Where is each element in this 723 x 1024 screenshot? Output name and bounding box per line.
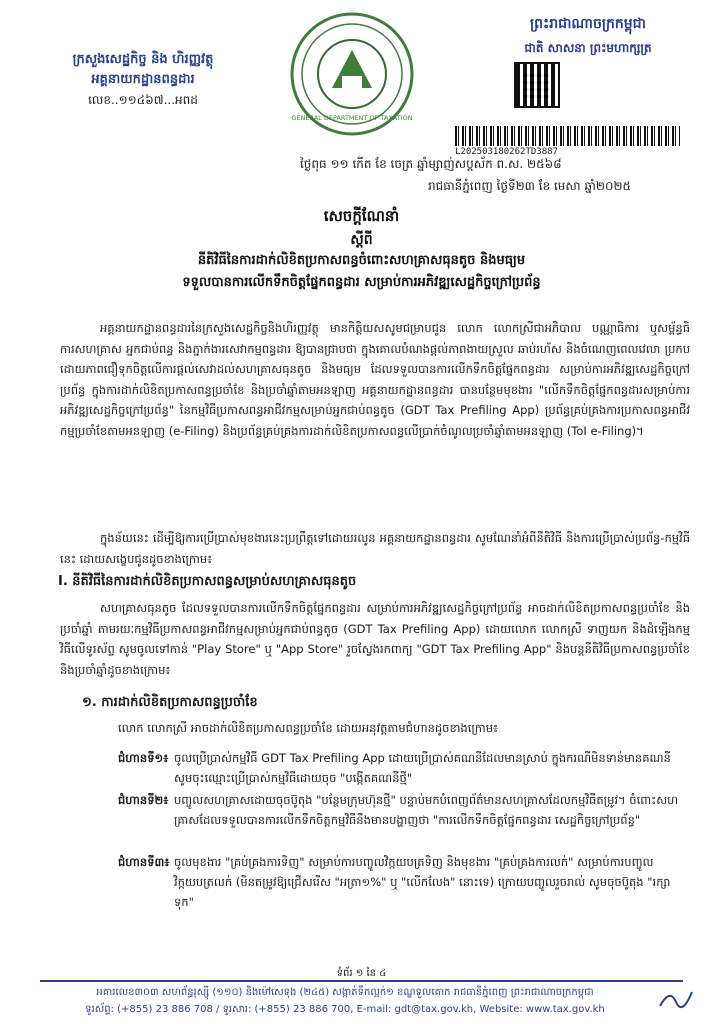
qr-code [516,64,558,106]
barcode [455,126,680,146]
footer-contact: ទូរស័ព្ទ: (+855) 23 886 708 / ទូរសារ: (+855) 23 886 700, E-mail: gdt@tax.gov.kh, Website: www.tax.gov.kh [85,1004,605,1015]
section-1-heading: I. នីតិវិធីនៃការដាក់លិខិតប្រកាសពន្ធសម្រាប់សហគ្រាសធុនតូច [58,574,357,589]
step-text: ចូលប្រើប្រាស់កម្មវិធី GDT Tax Prefiling App ដោយប្រើប្រាស់គណនីដែលមានស្រាប់ ក្នុងករណីមិនទាន់មានគណនី សូមចុះឈ្មោះប្រើប្រាស់កម្មវិធីដោយចុច "បង្កើតគណនីថ្មី" [174,751,671,785]
step-label: ជំហានទី១៖ [118,751,169,765]
gdt-seal-logo [288,10,416,138]
barcode-number: L202503180262TD3887 [455,147,558,157]
step-text: បញ្ចូលសហគ្រាសដោយចុចប៊ូតុង "បន្ថែមក្រុមហ៊ុនថ្មី" បន្ទាប់មកបំពេញព័ត៌មានសហគ្រាសដែលកម្មវិធីតម្រូវ។ ចំពោះសហគ្រាសដែលទទួលបានការលើកទឹកចិត្តកម្មវិធីនឹងមានបង្ហាញថា "ការលើកទឹកចិត្តផ្នែកពន្ធដារ សេដ្ឋកិច្ចក្រៅប្រព័ន្ធ" [174,793,679,827]
ministry-name: ក្រសួងសេដ្ឋកិច្ច និង ហិរញ្ញវត្ថុ [72,52,214,67]
document-date: រាជធានីភ្នំពេញ ថ្ងៃទី២៣ ខែ មេសា ឆ្នាំ២០២៥ [428,179,632,193]
subsection-1-heading: ១. ការដាក់លិខិតប្រកាសពន្ធប្រចាំខែ [82,695,258,710]
doc-title: សេចក្តីណែនាំ [323,207,400,225]
step-label: ជំហានទី២៖ [118,793,169,807]
doc-title-about: ស្តីពី [350,232,373,248]
national-motto: ជាតិ សាសនា ព្រះមហាក្សត្រ [524,41,652,55]
doc-subject-line-2: ទទួលបានការលើកទឹកចិត្តផ្នែកពន្ធដារ សម្រាប់ការអភិវឌ្ឍសេដ្ឋកិច្ចក្រៅប្រព័ន្ធ [182,275,541,290]
kingdom-header [473,12,703,60]
step-1 [118,748,690,788]
kingdom-name: ព្រះរាជាណាចក្រកម្ពុជា [529,16,646,32]
lunar-date: ថ្ងៃ​ពុធ ១១ កើត ខែ ចេត្រ ឆ្នាំម្សាញ់​សប្តស័ក ព.ស. ២៥៦៨ [300,157,562,171]
footer [40,984,650,1018]
intro-paragraph: អគ្គនាយកដ្ឋានពន្ធដារនៃក្រសួងសេដ្ឋកិច្ចនិងហិរញ្ញវត្ថុ មានកិត្តិយសសូមជម្រាបជូន លោក លោកស្រីជាអភិបាល បណ្ណាធិការ ឬសម្ព័ន្ធធិការសហគ្រាស អ្នកជាប់ពន្ធ និងភ្នាក់ងារសេវាកម្មពន្ធដារ ឱ្យបានជ្រាបថា ក្នុងគោលបំណងផ្តល់ភាពងាយស្រួល ឆាប់រហ័ស និងចំណេញពេលវេលា ប្រកបដោយភាពជឿទុកចិត្តលើការផ្តល់សេវាដល់សហគ្រាសធុនតូច និងមធ្យម ដែលទទួលបានការលើកទឹកចិត្តផ្នែកពន្ធដារ សម្រាប់ការអភិវឌ្ឍសេដ្ឋកិច្ចក្រៅប្រព័ន្ធ ក្នុងការដាក់លិខិតប្រកាសពន្ធប្រចាំខែ និងប្រចាំឆ្នាំតាមអនឡាញ អគ្គនាយកដ្ឋានពន្ធដារ បានបន្ថែមមុខងារ "លើកទឹកចិត្តផ្នែកពន្ធដារសម្រាប់ការអភិវឌ្ឍសេដ្ឋកិច្ចក្រៅប្រព័ន្ធ" នៃកម្មវិធីប្រកាសពន្ធអាជីវកម្មសម្រាប់អ្នកជាប់ពន្ធតូច (GDT Tax Prefiling App) ប្រព័ន្ធគ្រប់គ្រងការប្រកាសពន្ធអាជីវកម្មប្រចាំខែតាមអនឡាញ (e-Filing) និងប្រព័ន្ធគ្រប់គ្រងការដាក់លិខិតប្រកាសពន្ធលើប្រាក់ចំណូលប្រចាំឆ្នាំតាមអនឡាញ (ToI e-Filing)។ [60,321,690,438]
step-2 [118,790,690,830]
step-text: ចូលមុខងារ "គ្រប់គ្រងការទិញ" សម្រាប់ការបញ្ចូលវិក្កយបត្រទិញ និងមុខងារ "គ្រប់គ្រងការលក់" សម្រាប់ការបញ្ចូលវិក្កយបត្រលក់ (មិនតម្រូវឱ្យជ្រើសរើស "អត្រា១%" ឬ "លើកលែង" នោះទេ) ក្រោយបញ្ចូលរួចរាល់ សូមចុចប៊ូតុង "រក្សាទុក" [174,855,671,909]
department-name: អគ្គនាយកដ្ឋានពន្ធដារ [91,72,195,87]
step-label: ជំហានទី៣៖ [118,855,170,869]
doc-subject [40,250,683,294]
reference-number: លេខ..១១៤៦៧...អពដ [88,93,198,107]
step-3 [118,852,690,912]
ministry-header [18,50,268,110]
purpose-paragraph: ក្នុងន័យនេះ ដើម្បីឱ្យការប្រើប្រាស់មុខងារនេះប្រព្រឹត្តទៅដោយរលូន អគ្គនាយកដ្ឋានពន្ធដារ សូមណែនាំអំពីនីតិវិធី និងការប្រើប្រាស់ប្រព័ន្ធ-កម្មវិធីនេះ ដោយសង្ខេបជូនដូចខាងក្រោម៖ [60,531,690,566]
subsection-1-paragraph: លោក លោកស្រី អាចដាក់លិខិតប្រកាសពន្ធប្រចាំខែ ដោយអនុវត្តតាមជំហានដូចខាងក្រោម៖ [118,721,499,735]
page-number: ទំព័រ ១ នៃ ៤ [336,968,387,979]
signature-mark-icon [656,986,696,1012]
footer-address: អគារលេខ៣០៣ សហព័ន្ធរុស្ស៊ី (១១០) និងម៉ៅសេទុង (២៤៥) សង្កាត់ទឹកល្អក់១ ខណ្ឌទួលគោក រាជធានីភ្នំពេញ ព្រះរាជាណាចក្រកម្ពុជា [96,987,594,998]
footer-divider [40,980,683,982]
section-1-paragraph: សហគ្រាសធុនតូច ដែលទទួលបានការលើកទឹកចិត្តផ្នែកពន្ធដារ សម្រាប់ការអភិវឌ្ឍសេដ្ឋកិច្ចក្រៅប្រព័ន្ធ អាចដាក់លិខិតប្រកាសពន្ធប្រចាំខែ និងប្រចាំឆ្នាំ តាមរយៈកម្មវិធីប្រកាសពន្ធអាជីវកម្មសម្រាប់អ្នកជាប់ពន្ធតូច (GDT Tax Prefiling App) ដោយលោក លោកស្រី ទាញយក និងដំឡើងកម្មវិធីលើទូរស័ព្ទ សូមចូលទៅកាន់ "Play Store" ឬ "App Store" រួចស្វែងរកពាក្យ "GDT Tax Prefiling App" និងបន្តនីតិវិធីប្រកាសពន្ធប្រចាំខែ និងប្រចាំឆ្នាំដូចខាងក្រោម៖ [60,601,690,677]
svg-text:GENERAL DEPARTMENT OF TAXATION: GENERAL DEPARTMENT OF TAXATION [291,114,413,122]
doc-subject-line-1: នីតិវិធីនៃការដាក់លិខិតប្រកាសពន្ធចំពោះសហគ្រាសធុនតូច និងមធ្យម [197,253,526,268]
